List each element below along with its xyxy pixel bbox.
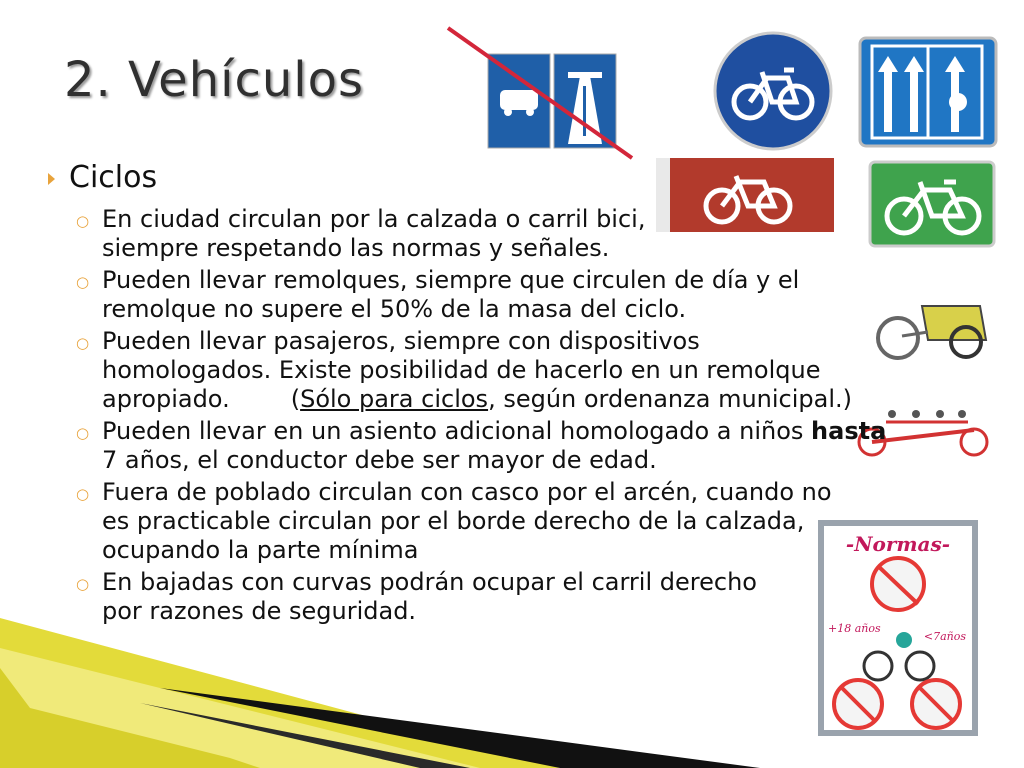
section-ciclos [48, 160, 848, 195]
motorway-signs-crossed-image [446, 26, 636, 160]
poster-label-right: <7años [923, 630, 966, 643]
list-item: ○ Pueden llevar en un asiento adicional homologado a niños hasta 7 años, el conductor debe ser mayor de edad. [76, 417, 887, 474]
bullet-list [74, 205, 894, 629]
list-item: ○ Fuera de poblado circulan con casco por el arcén, cuando no es practicable circulan por el borde derecho de la calzada, ocupando la parte mínima [76, 478, 832, 564]
poster-title: -Normas- [845, 532, 951, 556]
bullet-circle-icon: ○ [76, 212, 90, 230]
bold-text: hasta [811, 417, 887, 445]
bullet-circle-icon: ○ [76, 334, 90, 352]
poster-label-left: +18 años [828, 622, 881, 635]
page-title: 2. Vehículos [64, 52, 364, 108]
bullet-circle-icon: ○ [76, 424, 90, 442]
bullet-circle-icon: ○ [76, 485, 90, 503]
underlined-text: Sólo para ciclos [300, 385, 489, 413]
list-item: ○ Pueden llevar remolques, siempre que circulen de día y el remolque no supere el 50% de la masa del ciclo. [76, 266, 800, 323]
list-item: ○ Pueden llevar pasajeros, siempre con dispositivos homologados. Existe posibilidad de hacerlo en un remolque apropiado. (Sólo para ciclos, según ordenanza municipal.) [76, 327, 852, 413]
list-item: ○ En ciudad circulan por la calzada o carril bici, siempre respetando las normas y señales. [76, 205, 646, 262]
list-item: ○ En bajadas con curvas podrán ocupar el carril derecho por razones de seguridad. [76, 568, 757, 625]
corner-stripes-decoration [0, 608, 760, 768]
lane-direction-sign-image [858, 36, 998, 148]
section-heading: Ciclos [69, 160, 158, 195]
bullet-arrow-icon [48, 173, 55, 185]
bullet-circle-icon: ○ [76, 273, 90, 291]
bullet-circle-icon: ○ [76, 575, 90, 593]
bicycle-mandatory-sign-image [712, 30, 834, 152]
